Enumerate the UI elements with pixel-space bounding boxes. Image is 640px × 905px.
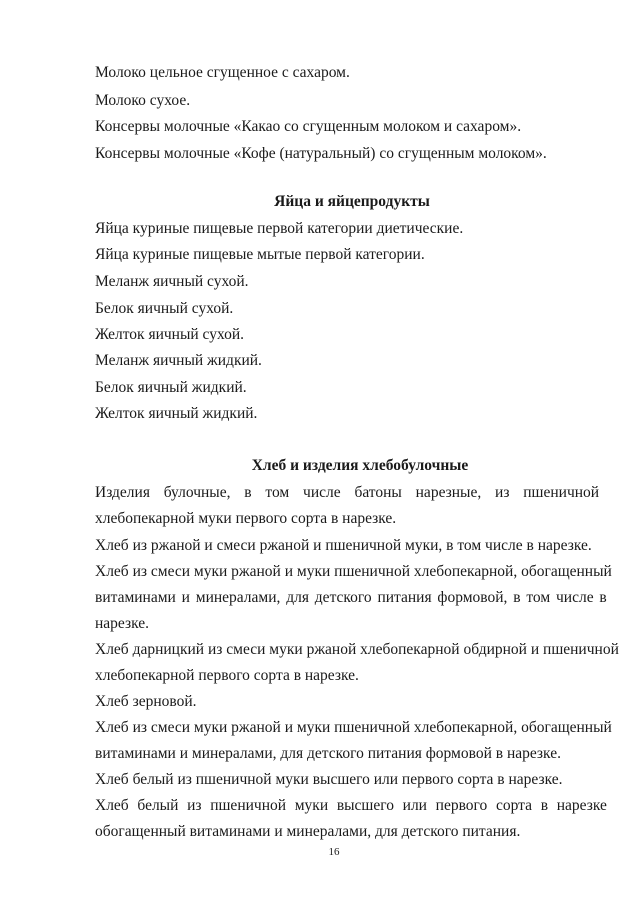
list-item-dairy-3: Консервы молочные «Какао со сгущенным молоком и сахаром».	[95, 118, 522, 135]
list-item-eggs-6: Меланж яичный жидкий.	[95, 352, 262, 369]
list-item-bread-6-line-2: витаминами и минералами, для детского питания формовой в нарезке.	[95, 745, 561, 762]
list-item-bread-4-line-1: Хлеб дарницкий из смеси муки ржаной хлебопекарной обдирной и пшеничной	[95, 641, 619, 658]
list-item-dairy-2: Молоко сухое.	[95, 92, 191, 109]
list-item-eggs-2: Яйца куриные пищевые мытые первой категории.	[95, 246, 425, 263]
list-item-bread-8-line-1: Хлеб белый из пшеничной муки высшего или первого сорта в нарезке	[95, 797, 607, 814]
list-item-eggs-7: Белок яичный жидкий.	[95, 379, 247, 396]
list-item-bread-6-line-1: Хлеб из смеси муки ржаной и муки пшеничной хлебопекарной, обогащенный	[95, 719, 612, 736]
list-item-bread-8-line-2: обогащенный витаминами и минералами, для детского питания.	[95, 823, 521, 840]
list-item-dairy-4: Консервы молочные «Кофе (натуральный) со сгущенным молоком».	[95, 145, 547, 162]
list-item-eggs-4: Белок яичный сухой.	[95, 300, 234, 317]
list-item-eggs-8: Желток яичный жидкий.	[95, 405, 258, 422]
page-number: 16	[328, 846, 340, 858]
list-item-bread-1-line-2: хлебопекарной муки первого сорта в нарезке.	[95, 510, 397, 527]
list-item-bread-7: Хлеб белый из пшеничной муки высшего или первого сорта в нарезке.	[95, 771, 563, 788]
list-item-bread-1-line-1: Изделия булочные, в том числе батоны нарезные, из пшеничной	[95, 484, 600, 501]
list-item-bread-2: Хлеб из ржаной и смеси ржаной и пшеничной муки, в том числе в нарезке.	[95, 537, 592, 554]
list-item-bread-3-line-1: Хлеб из смеси муки ржаной и муки пшеничной хлебопекарной, обогащенный	[95, 563, 612, 580]
section-heading-bread: Хлеб и изделия хлебобулочные	[251, 457, 469, 474]
list-item-bread-3-line-3: нарезке.	[95, 615, 150, 632]
list-item-bread-4-line-2: хлебопекарной первого сорта в нарезке.	[95, 667, 359, 684]
list-item-dairy-1: Молоко цельное сгущенное с сахаром.	[95, 64, 350, 81]
section-heading-eggs: Яйца и яйцепродукты	[274, 193, 430, 210]
list-item-eggs-5: Желток яичный сухой.	[95, 326, 245, 343]
list-item-eggs-3: Меланж яичный сухой.	[95, 273, 249, 290]
list-item-bread-3-line-2: витаминами и минералами, для детского питания формовой, в том числе в	[95, 589, 607, 606]
list-item-bread-5: Хлеб зерновой.	[95, 693, 197, 710]
list-item-eggs-1: Яйца куриные пищевые первой категории диетические.	[95, 220, 464, 237]
